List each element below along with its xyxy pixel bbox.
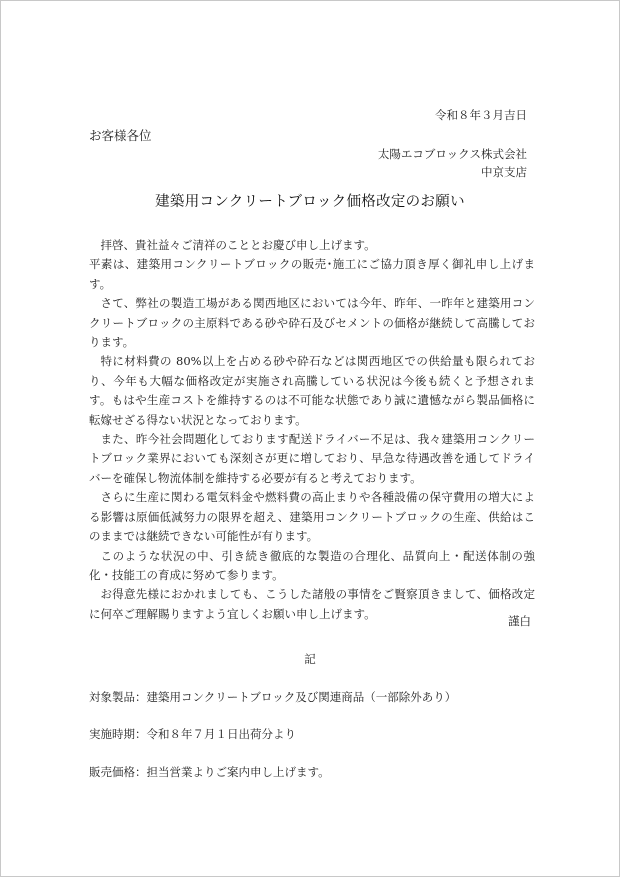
sender-company: 太陽エコブロックス株式会社 <box>377 147 527 161</box>
detail-sales-price: 販売価格：担当営業よりご案内申し上げます。 <box>89 765 330 779</box>
paragraph-sand-gravel: 特に材料費の 80%以上を占める砂や砕石などは関西地区での供給量も限られており、今年も大幅な価格改定が実施され高騰している状況は今後も続くと予想されます。もはや生産コストを維持するのは不可能な状態であり誠に遺憾ながら製品価格に転嫁せざる得ない状況となっております。 <box>89 354 535 427</box>
letter-date: 令和８年３月吉日 <box>435 108 527 122</box>
sender-branch: 中京支店 <box>481 165 527 179</box>
closing-salutation: 謹白 <box>508 614 531 628</box>
paragraph-greeting: 拝啓、貴社益々ご清祥のこととお慶び申し上げます。 <box>100 238 376 252</box>
letter-body <box>89 236 535 624</box>
detail-effective-date: 実施時期：令和８年７月１日出荷分より <box>89 727 296 741</box>
detail-target-products: 対象製品：建築用コンクリートブロック及び関連商品（一部除外あり） <box>89 690 457 704</box>
paragraph-rationalization: このような状況の中、引き続き徹底的な製造の合理化、品質向上・配送体制の強化・技能工の育成に努めて参ります。 <box>89 548 535 582</box>
document-title: 建築用コンクリートブロック価格改定のお願い <box>155 194 465 210</box>
paragraph-material-costs: さて、弊社の製造工場がある関西地区においては今年、昨年、一昨年と建築用コンクリートブロックの主原料である砂や砕石及びセメントの価格が継続して高騰しております。 <box>89 296 535 350</box>
paragraph-energy-costs: さらに生産に関わる電気料金や燃料費の高止まりや各種設備の保守費用の増大による影響は原価低減努力の限界を超え、建築用コンクリートブロックの生産、供給はこのままでは継続できない可能性が有ります。 <box>89 490 535 544</box>
paragraph-driver-shortage: また、昨今社会問題化しております配送ドライバー不足は、我々建築用コンクリートブロック業界においても深刻さが更に増しており、早急な待遇改善を通してドライバーを確保し物流体制を維持する必要が有ると考えております。 <box>89 432 535 485</box>
paragraph-thanks: 平素は、建築用コンクリートブロックの販売･施工にご協力頂き厚く御礼申し上げます。 <box>89 257 535 291</box>
paragraph-request: お得意先様におかれましても、こうした諸般の事情をご賢察頂きまして、価格改定に何卒ご理解賜りますよう宜しくお願い申し上げます。 <box>89 587 535 621</box>
recipient: お客様各位 <box>89 128 152 143</box>
ki-heading: 記 <box>304 652 316 666</box>
